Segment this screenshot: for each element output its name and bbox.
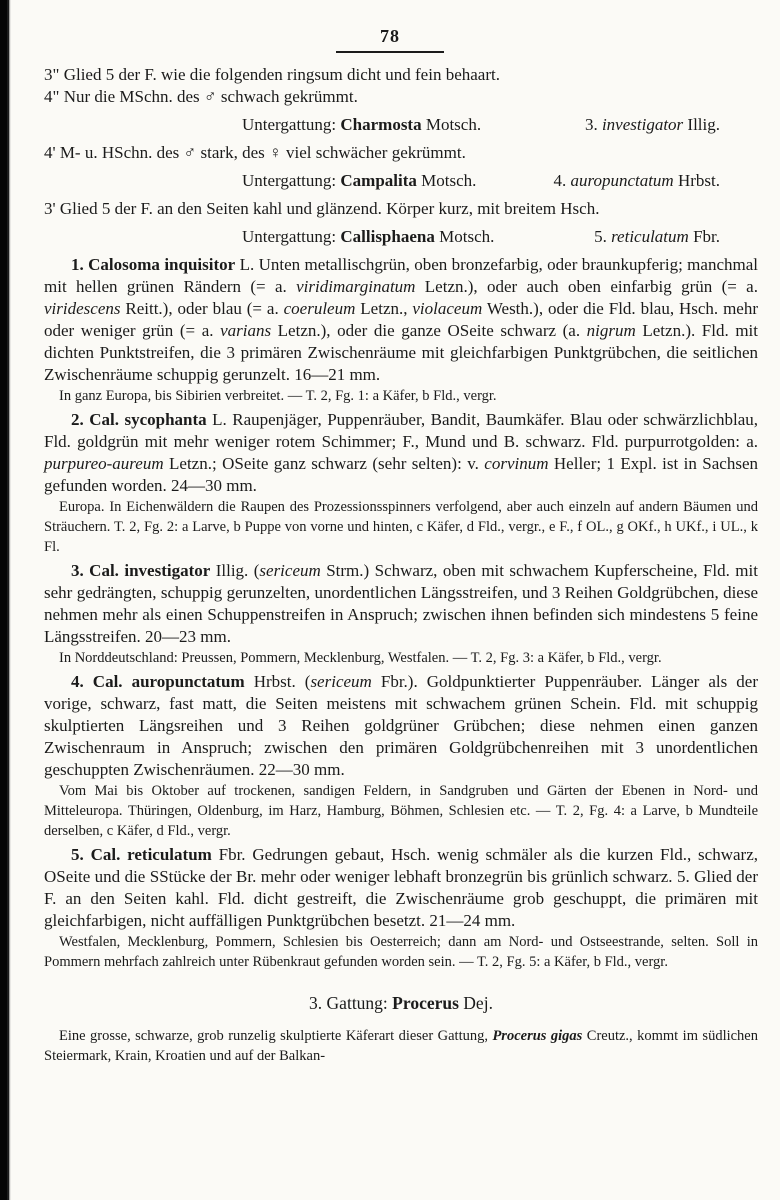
text-run: investigator	[601, 115, 684, 134]
text-run: 5.	[594, 227, 612, 246]
key-line	[44, 198, 758, 220]
subgenus-label	[242, 226, 494, 248]
text-run: coeruleum	[283, 299, 356, 318]
subgenus-label	[242, 114, 481, 136]
text-run: Illig. (	[210, 561, 260, 580]
text-run: Campalita	[340, 171, 417, 190]
text-run: violaceum	[412, 299, 483, 318]
habitat-note	[44, 932, 758, 972]
text-run: 2. Cal. sycophanta	[71, 410, 207, 429]
text-run: purpureo-aureum	[44, 454, 164, 473]
text-run: 1. Calosoma inquisitor	[71, 255, 236, 274]
text-run: 3" Glied 5 der F. wie die folgenden ringsum dicht und fein behaart.	[44, 65, 500, 84]
text-run: Procerus	[392, 993, 459, 1013]
species-reference	[594, 226, 720, 248]
text-run: Dej.	[458, 993, 493, 1013]
subgenus-line	[44, 170, 758, 192]
text-run: Europa. In Eichenwäldern die Raupen des Prozessionsspinners verfolgend, aber auch einzeln auf andern Bäumen und Sträuchern. T. 2, Fg. 2: a Larve, b Puppe von vorne und hinten, c Käfer, d Fld., vergr., e F., f OL., g OKf., h UKf., i UL., k Fl.	[44, 499, 758, 555]
text-run: Creutz., kommt im südlichen Steiermark, Krain, Kroatien und auf der Balkan-	[44, 1028, 758, 1064]
text-run: Motsch.	[416, 171, 477, 190]
text-run: Fbr. Gedrungen gebaut, Hsch. wenig schmäler als die kurzen Fld., schwarz, OSeite und die SStücke der Br. mehr oder weniger lebhaft bronzegrün bis grünlich schwarz. 5. Glied der F. an den Seiten kahl. Fld. dicht gestreift, die Zwischenräume grob geschuppt, die primären mit gleichfarbigen, nicht auffälligen Punktgrübchen besetzt. 21—24 mm.	[44, 845, 758, 930]
habitat-note	[44, 781, 758, 841]
species-paragraph	[44, 560, 758, 648]
species-reference	[585, 114, 720, 136]
text-run: 4" Nur die MSchn. des ♂ schwach gekrümmt.	[44, 87, 358, 106]
text-run: Letzn.), oder auch oben einfarbig grün (= a.	[415, 277, 758, 296]
text-run: In ganz Europa, bis Sibirien verbreitet. — T. 2, Fg. 1: a Käfer, b Fld., vergr.	[59, 388, 497, 404]
text-run: 3. Gattung:	[309, 993, 393, 1013]
text-run: Illig.	[683, 115, 720, 134]
subgenus-line	[44, 226, 758, 248]
text-run: Letzn.; OSeite ganz schwarz (sehr selten): v.	[163, 454, 485, 473]
text-body	[44, 64, 758, 1066]
text-run: L. Unten metallischgrün, oben bronzefarbig, oder braunkupferig; manchmal mit hellen grünen Rändern (= a.	[44, 255, 758, 296]
text-run: Eine grosse, schwarze, grob runzelig skulptierte Käferart dieser Gattung,	[59, 1028, 493, 1044]
text-run: Heller; 1 Expl. ist in Sachsen gefunden worden. 24—30 mm.	[44, 454, 758, 495]
key-line	[44, 142, 758, 164]
text-run: Untergattung:	[242, 227, 341, 246]
text-run: Strm.) Schwarz, oben mit schwachem Kupferscheine, Fld. mit sehr gedrängten, schuppig gerunzelten, unordentlichen Längsstreifen, und 3 Reihen Goldgrübchen, diese nehmen mehr als einen Schuppenstreifen in Anspruch; zwischen ihnen befinden sich mindestens 5 feine Längsstreifen. 20—23 mm.	[44, 561, 758, 646]
species-paragraph	[44, 671, 758, 781]
text-run: 4' M- u. HSchn. des ♂ stark, des ♀ viel schwächer gekrümmt.	[44, 143, 466, 162]
subgenus-label	[242, 170, 476, 192]
habitat-note	[44, 386, 758, 406]
text-run: Untergattung:	[242, 115, 341, 134]
text-run: Reitt.), oder blau (= a.	[120, 299, 284, 318]
key-line	[44, 86, 758, 108]
text-run: 3' Glied 5 der F. an den Seiten kahl und glänzend. Körper kurz, mit breitem Hsch.	[44, 199, 600, 218]
text-run: Letzn.,	[355, 299, 413, 318]
text-run: nigrum	[586, 321, 636, 340]
scan-edge	[0, 0, 11, 1200]
text-run: viridimarginatum	[296, 277, 416, 296]
subgenus-line	[44, 114, 758, 136]
text-run: 4.	[553, 171, 571, 190]
text-run: sericeum	[259, 561, 321, 580]
text-run: Westh.), oder die Fld. blau, Hsch. mehr oder weniger grün (= a.	[44, 299, 759, 340]
page-header	[0, 0, 780, 53]
key-line	[44, 64, 758, 86]
species-paragraph	[44, 844, 758, 932]
page-number: 78	[380, 26, 400, 46]
text-run: auropunctatum	[570, 171, 674, 190]
habitat-note	[44, 648, 758, 668]
text-run: 3. Cal. investigator	[71, 561, 211, 580]
text-run: Motsch.	[421, 115, 482, 134]
text-run: Letzn.), oder die ganze OSeite schwarz (a.	[271, 321, 587, 340]
habitat-note	[44, 497, 758, 557]
text-run: Hrbst. (	[244, 672, 311, 691]
text-run: Motsch.	[434, 227, 495, 246]
text-run: corvinum	[484, 454, 549, 473]
text-run: viridescens	[44, 299, 121, 318]
species-paragraph	[44, 409, 758, 497]
text-run: 3.	[584, 115, 602, 134]
text-run: varians	[220, 321, 272, 340]
text-run: Westfalen, Mecklenburg, Pommern, Schlesien bis Oesterreich; dann am Nord- und Ostseestrande, selten. Soll in Pommern mehrfach zahlreich unter Rübenkraut gefunden worden sein. — T. 2, Fg. 5: a Käfer, b Fld., vergr.	[44, 934, 758, 970]
genus-heading	[44, 992, 758, 1014]
text-run: In Norddeutschland: Preussen, Pommern, Mecklenburg, Westfalen. — T. 2, Fg. 3: a Käfer, b Fld., vergr.	[59, 650, 662, 666]
text-run: reticulatum	[611, 227, 689, 246]
text-run: Callisphaena	[340, 227, 435, 246]
text-run: Hrbst.	[673, 171, 720, 190]
genus-intro-note	[44, 1026, 758, 1066]
text-run: sericeum	[310, 672, 372, 691]
text-run: L. Raupenjäger, Puppenräuber, Bandit, Baumkäfer. Blau oder schwärzlichblau, Fld. goldgrün mit mehr weniger rotem Schimmer; F., Mund und B. schwarz. Fld. purpurrotgolden: a.	[44, 410, 758, 451]
text-run: 5. Cal. reticulatum	[71, 845, 212, 864]
text-run: Procerus gigas	[492, 1028, 583, 1044]
text-run: 4. Cal. auropunctatum	[71, 672, 245, 691]
text-run: Fbr.). Goldpunktierter Puppenräuber. Länger als der vorige, schwarz, fast matt, die Seiten meistens mit schwachem grünen Schein. Fld. mit schuppig skulptierten Längsreihen und 3 Reihen goldgrüner Grübchen; diese nehmen einen ganzen Zwischenraum in Anspruch; zwischen den primären Goldgrübchenreihen mit 3 unordentlichen geschuppten Zwischenräumen. 22—30 mm.	[44, 672, 758, 779]
text-run: Vom Mai bis Oktober auf trockenen, sandigen Feldern, in Sandgruben und Gärten der Ebenen in Nord- und Mitteleuropa. Thüringen, Oldenburg, im Harz, Hamburg, Böhmen, Schlesien etc. — T. 2, Fg. 4: a Larve, b Mundteile derselben, c Käfer, d Fld., vergr.	[44, 783, 758, 839]
header-rule	[336, 51, 444, 53]
species-paragraph	[44, 254, 758, 386]
text-run: Letzn.). Fld. mit dichten Punktstreifen, die 3 primären Zwischenräume mit gleichfarbigen Punktgrübchen, die seitlichen Zwischenräume schuppig gerunzelt. 16—21 mm.	[44, 321, 758, 384]
text-run: Fbr.	[688, 227, 720, 246]
text-run: Untergattung:	[242, 171, 341, 190]
text-run: Charmosta	[340, 115, 422, 134]
species-reference	[553, 170, 720, 192]
